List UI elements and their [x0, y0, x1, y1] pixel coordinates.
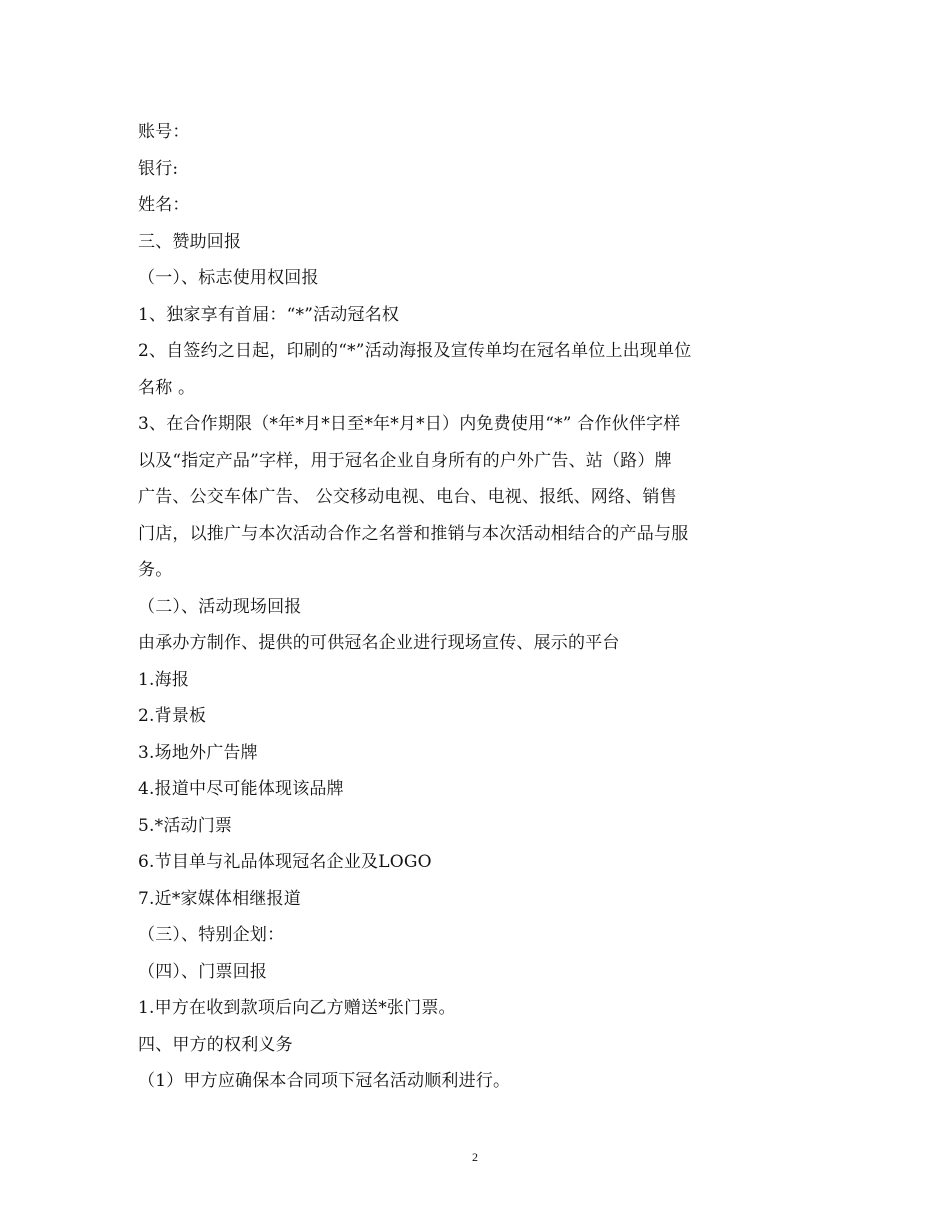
document-body — [138, 114, 758, 1100]
paragraph-line: 由承办方制作、提供的可供冠名企业进行现场宣传、展示的平台 — [138, 633, 620, 653]
list-item: 1.甲方在收到款项后向乙方赠送*张门票。 — [138, 998, 456, 1018]
list-item: 4.报道中尽可能体现该品牌 — [138, 779, 344, 799]
paragraph-line: 门店，以推广与本次活动合作之名誉和推销与本次活动相结合的产品与服 — [138, 523, 689, 544]
subsection-heading: （二）、活动现场回报 — [138, 596, 302, 617]
list-item: 6.节目单与礼品体现冠名企业及LOGO — [138, 852, 432, 872]
subsection-heading: （一）、标志使用权回报 — [138, 268, 319, 288]
list-item: 3.场地外广告牌 — [138, 742, 258, 763]
bank-line: 银行: — [138, 158, 179, 179]
paragraph-line: 2、自签约之日起，印刷的“*”活动海报及宣传单均在冠名单位上出现单位 — [138, 341, 692, 361]
list-item: 5.*活动门票 — [138, 815, 233, 836]
paragraph-line: 广告、公交车体广告、 公交移动电视、电台、电视、报纸、网络、销售 — [138, 487, 677, 507]
paragraph-line: （1）甲方应确保本合同项下冠名活动顺利进行。 — [138, 1071, 511, 1091]
list-item: 1.海报 — [138, 669, 190, 690]
section-heading: 四、甲方的权利义务 — [138, 1034, 293, 1055]
paragraph-line: 3、在合作期限（*年*月*日至*年*月*日）内免费使用“*” 合作伙伴字样 — [138, 414, 681, 434]
paragraph-line: 1、独家享有首届：“*”活动冠名权 — [138, 304, 400, 325]
list-item: 7.近*家媒体相继报道 — [138, 888, 301, 909]
name-line: 姓名： — [138, 195, 190, 215]
list-item: 2.背景板 — [138, 706, 207, 726]
subsection-heading: （四）、门票回报 — [138, 961, 268, 982]
paragraph-line: 名称 。 — [138, 377, 196, 398]
account-line: 账号： — [138, 122, 190, 142]
page-number: 2 — [472, 1150, 478, 1164]
paragraph-line: 以及“指定产品”字样，用于冠名企业自身所有的户外广告、站（路）牌 — [138, 450, 672, 471]
section-heading: 三、赞助回报 — [138, 231, 242, 252]
paragraph-line: 务。 — [138, 560, 173, 580]
subsection-heading: （三）、特别企划： — [138, 925, 285, 945]
